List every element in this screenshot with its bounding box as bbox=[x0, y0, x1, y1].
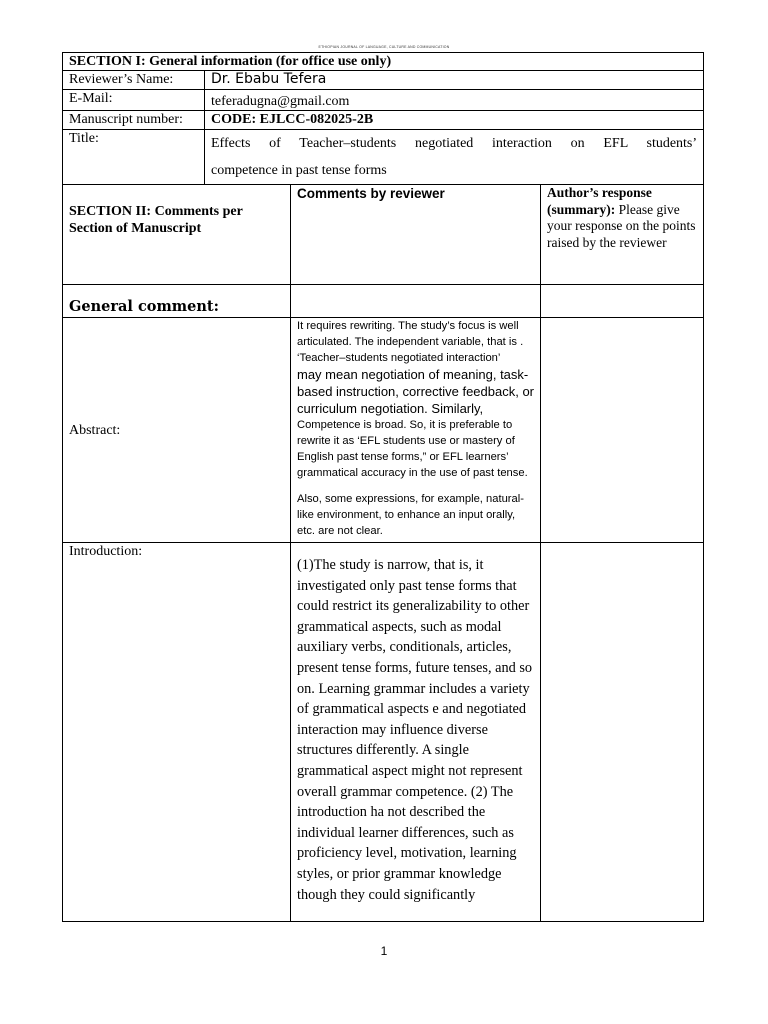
introduction-label: Introduction: bbox=[63, 543, 291, 922]
general-comment-response-cell bbox=[541, 285, 704, 318]
general-comment-label: General comment: bbox=[63, 285, 291, 318]
manuscript-number-row bbox=[63, 111, 704, 130]
section2-header-row bbox=[63, 185, 704, 285]
manuscript-number-value: CODE: EJLCC-082025-2B bbox=[205, 111, 704, 130]
section1-heading: SECTION I: General information (for office use only) bbox=[63, 53, 704, 71]
page-number: 1 bbox=[380, 944, 388, 958]
email-label: E-Mail: bbox=[63, 90, 205, 111]
abstract-label: Abstract: bbox=[63, 318, 291, 543]
email-row bbox=[63, 90, 704, 111]
abstract-row bbox=[63, 318, 704, 543]
comments-column-header: Comments by reviewer bbox=[291, 185, 541, 285]
title-value-line1: Effects of Teacher–students negotiated interaction on EFL students’ bbox=[211, 136, 698, 151]
abstract-comment-p4: Also, some expressions, for example, natural-like environment, to enhance an input orally, etc. are not clear. bbox=[297, 493, 524, 537]
abstract-comment-p1: It requires rewriting. The study’s focus is well articulated. The independent variable, that is . ‘Teacher–students negotiated interaction’ bbox=[297, 320, 524, 364]
author-response-bold-label: Author’s response (summary): bbox=[547, 185, 652, 217]
general-comment-row bbox=[63, 285, 704, 318]
abstract-comment-p3: Competence is broad. So, it is preferable to rewrite it as ‘EFL students use or mastery of English past tense forms,” or EFL learners’ grammatical accuracy in the use of past tense. bbox=[297, 419, 528, 479]
abstract-response-cell bbox=[541, 318, 704, 543]
journal-running-header: ETHIOPIAN JOURNAL OF LANGUAGE, CULTURE AND COMMUNICATION bbox=[318, 45, 450, 49]
abstract-comment-p2: may mean negotiation of meaning, task-based instruction, corrective feedback, or curriculum negotiation. Similarly, bbox=[297, 367, 535, 416]
introduction-comment-text: (1)The study is narrow, that is, it investigated only past tense forms that could restrict its generalizability to other grammatical aspects, such as modal auxiliary verbs, conditionals, articles, present tense forms, future tenses, and so on. Learning grammar includes a variety of grammatical aspects e and negotiated interaction may influence diverse structures differently. A single grammatical aspect might not represent overall grammar competence. (2) The introduction ha not described the individual learner differences, such as proficiency level, motivation, learning styles, or prior grammar knowledge though they could significantly bbox=[297, 557, 533, 903]
review-form-table bbox=[62, 52, 704, 922]
reviewer-name-row bbox=[63, 71, 704, 90]
title-row bbox=[63, 130, 704, 185]
email-value: teferadugna@gmail.com bbox=[205, 90, 704, 111]
author-response-instruction: Please give your response on the points raised by the reviewer bbox=[547, 201, 696, 250]
title-value bbox=[205, 130, 704, 185]
reviewer-name-value: Dr. Ebabu Tefera bbox=[205, 71, 704, 90]
introduction-response-cell bbox=[541, 543, 704, 922]
introduction-row bbox=[63, 543, 704, 922]
abstract-comment-cell bbox=[291, 318, 541, 543]
title-label: Title: bbox=[63, 130, 205, 185]
manuscript-number-label: Manuscript number: bbox=[63, 111, 205, 130]
section1-heading-row bbox=[63, 53, 704, 71]
introduction-comment-cell bbox=[291, 543, 541, 922]
section2-heading-text: SECTION II: Comments per Section of Manuscript bbox=[69, 204, 243, 236]
title-value-line2: competence in past tense forms bbox=[211, 163, 387, 178]
section2-heading bbox=[63, 185, 291, 285]
reviewer-name-label: Reviewer’s Name: bbox=[63, 71, 205, 90]
general-comment-cell bbox=[291, 285, 541, 318]
author-response-column-header bbox=[541, 185, 704, 285]
